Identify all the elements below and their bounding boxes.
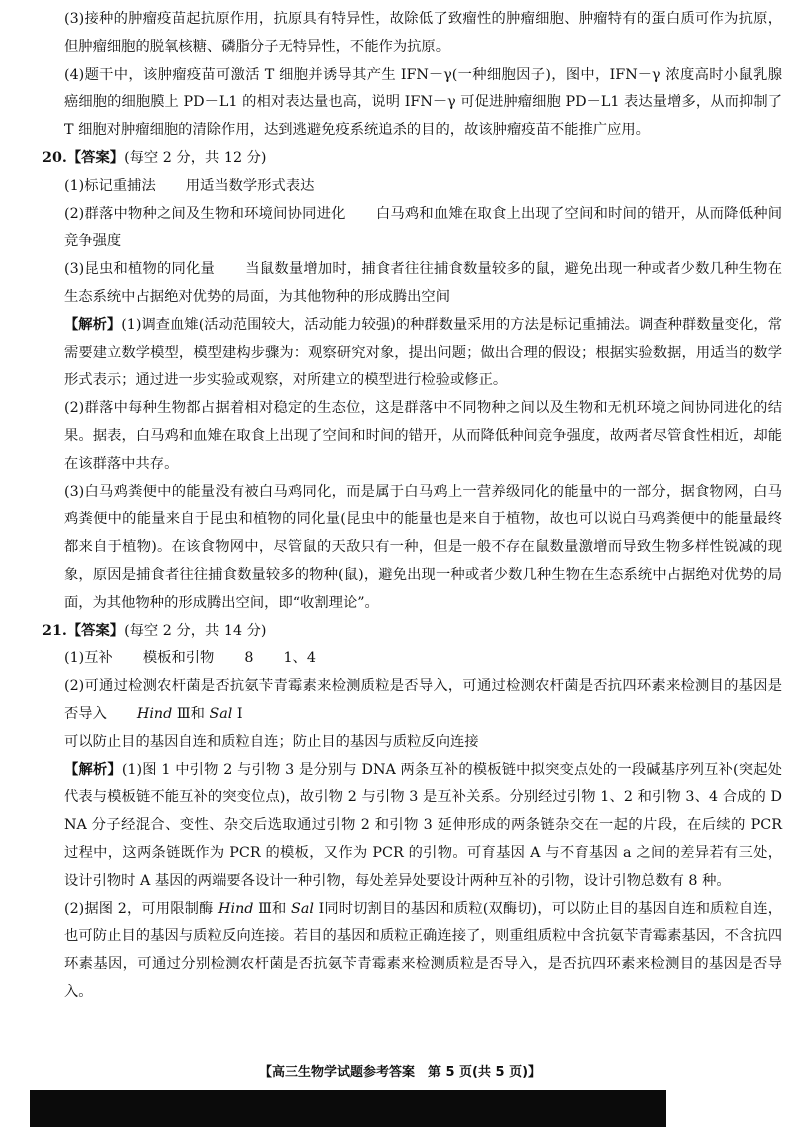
q21-analysis-enzyme-hind: Hind <box>218 900 254 917</box>
q20-analysis-2: (2)群落中每种生物都占据着相对稳定的生态位，这是群落中不同物种之间以及生物和无机环境之间协同进化的结果。据表，白马鸡和血雉在取食上出现了空间和时间的错开，从而降低种间竞争强度，故两者尽管食性相近，却能在该群落中共存。 <box>64 400 782 472</box>
q20-a1-blank1: (1)标记重捕法 <box>64 177 156 194</box>
q21-a1-blank4: 1、4 <box>283 650 316 667</box>
q21-enzyme-sal: Sal <box>204 705 233 722</box>
q20-answer-3 <box>42 256 782 312</box>
page-footer: 【高三生物学试题参考答案 第 5 页(共 5 页)】 <box>258 1065 542 1080</box>
q20-answer-tag: 【答案】 <box>66 149 125 166</box>
q20-answer-header <box>42 145 782 173</box>
q21-answer-1 <box>42 645 782 673</box>
q20-analysis-3: (3)白马鸡粪便中的能量没有被白马鸡同化，而是属于白马鸡上一营养级同化的能量中的一部分，据食物网，白马鸡粪便中的能量来自于昆虫和植物的同化量(昆虫中的能量也是来自于植物，故也可以说白马鸡粪便中的能量最终都来自于植物)。在该食物网中，尽管鼠的天敌只有一种，但是一般不存在鼠数量激增而导致生物多样性锐减的现象，原因是捕食者往往捕食数量较多的物种(鼠)，避免出现一种或者少数几种生物在生态系统中占据绝对优势的局面，为其他物种的形成腾出空间，即“收割理论”。 <box>64 483 782 611</box>
q21-answer-tag: 【答案】 <box>66 622 125 639</box>
q21-answer-2-last: 可以防止目的基因自连和质粒自连；防止目的基因与质粒反向连接 <box>64 733 479 750</box>
black-bar <box>30 1090 666 1127</box>
q19-part3: (3)接种的肿瘤疫苗起抗原作用，抗原具有特异性，故除低了致瘤性的肿瘤细胞、肿瘤特有的蛋白质可作为抗原，但肿瘤细胞的脱氧核糖、磷脂分子无特异性，不能作为抗原。 <box>64 11 782 55</box>
q20-number: 20. <box>42 149 67 166</box>
q21-enzyme-and: 和 <box>190 705 205 722</box>
q21-number: 21. <box>42 622 67 639</box>
q21-analysis-enzyme-sal: Sal <box>286 900 314 917</box>
q20-analysis-1-text: (1)调查血雉(活动范围较大，活动能力较强)的种群数量采用的方法是标记重捕法。调查种群数量变化，常需要建立数学模型，模型建构步骤为：观察研究对象，提出问题；做出合理的假设；根据实验数据，用适当的数学形式表示；通过进一步实验或观察，对所建立的模型进行检验或修正。 <box>64 316 782 389</box>
q21-analysis-enzyme-hind-roman: Ⅲ <box>253 900 272 917</box>
q21-analysis-enzyme-and: 和 <box>272 900 287 917</box>
q21-a2-blank1: (2)可通过检测农杆菌是否抗氨苄青霉素来检测质粒是否导入，可通过检测农杆菌是否抗四环素来检测目的基因是否导入 <box>64 678 782 722</box>
q20-score: (每空 2 分，共 12 分) <box>124 149 267 166</box>
q20-analysis-tag: 【解析】 <box>64 316 122 333</box>
q21-analysis-2-post: 同时切割目的基因和质粒(双酶切)，可以防止目的基因自连和质粒自连，也可防止目的基因与质粒反向连接。若目的基因和质粒正确连接了，则重组质粒中含抗氨苄青霉素基因，不含抗四环素基因，可通过分别检测农杆菌是否抗氨苄青霉素来检测质粒是否导入，是否抗四环素来检测目的基因是否导入。 <box>64 900 783 1000</box>
q21-analysis-2 <box>42 896 782 1007</box>
q21-score: (每空 2 分，共 14 分) <box>124 622 267 639</box>
q20-a3-blank2: 当鼠数量增加时，捕食者往往捕食数量较多的鼠，避免出现一种或者少数几种生物在生态系统中占据绝对优势的局面，为其他物种的形成腾出空间 <box>64 261 782 305</box>
q21-a1-blank1: (1)互补 <box>64 650 113 667</box>
q20-a2-blank1: (2)群落中物种之间及生物和环境间协同进化 <box>64 205 346 222</box>
q19-part4: (4)题干中，该肿瘤疫苗可激活 T 细胞并诱导其产生 IFN－γ(一种细胞因子)，图中，IFN－γ 浓度高时小鼠乳腺癌细胞的细胞膜上 PD－L1 的相对表达量也高，说明 IFN－γ 可促进肿瘤细胞 PD－L1 表达量增多，从而抑制了 T 细胞对肿瘤细胞的清除作用，达到逃避免疫系统追杀的目的，故该肿瘤疫苗不能推广应用。 <box>64 66 782 139</box>
q21-analysis-1-text: (1)图 1 中引物 2 与引物 3 是分别与 DNA 两条互补的模板链中拟突变点处的一段碱基序列互补(突起处代表与模板链不能互补的突变位点)，故引物 2 与引物 3 是互补关系。分别经过引物 1、2 和引物 3、4 合成的 DNA 分子经混合、变性、杂交后选取通过引物 2 和引物 3 延伸形成的两条链杂交在一起的片段，在后续的 PCR 过程中，这两条链既作为 PCR 的模板，又作为 PCR 的引物。可育基因 A 与不育基因 a 之间的差异若有三处，设计引物时 A 基因的两端要各设计一种引物，每处差异处要设计两种互补的引物，设计引物总数有 8 种。 <box>64 761 782 889</box>
q20-answer-2 <box>42 201 782 257</box>
q21-enzyme-hind-roman: Ⅲ <box>172 705 191 722</box>
q21-enzyme-sal-roman: Ⅰ <box>232 705 243 722</box>
q20-answer-1 <box>42 173 782 201</box>
q21-analysis-tag: 【解析】 <box>64 761 122 778</box>
answer-content <box>42 6 782 1007</box>
q20-analysis-1 <box>42 312 782 395</box>
q21-answer-header <box>42 618 782 646</box>
q21-a1-blank3: 8 <box>244 650 254 667</box>
q21-a1-blank2: 模板和引物 <box>142 650 215 667</box>
q20-a2-blank2: 白马鸡和血雉在取食上出现了空间和时间的错开，从而降低种间竞争强度 <box>64 205 783 250</box>
q20-a1-blank2: 用适当数学形式表达 <box>185 177 315 194</box>
q21-answer-2 <box>42 673 782 729</box>
q20-a3-blank1: (3)昆虫和植物的同化量 <box>64 261 216 278</box>
q21-analysis-enzyme-sal-roman: Ⅰ <box>313 900 325 917</box>
q21-analysis-1 <box>42 757 782 896</box>
q21-analysis-2-pre: (2)据图 2，可用限制酶 <box>64 900 219 917</box>
q21-enzyme-hind: Hind <box>136 705 173 722</box>
